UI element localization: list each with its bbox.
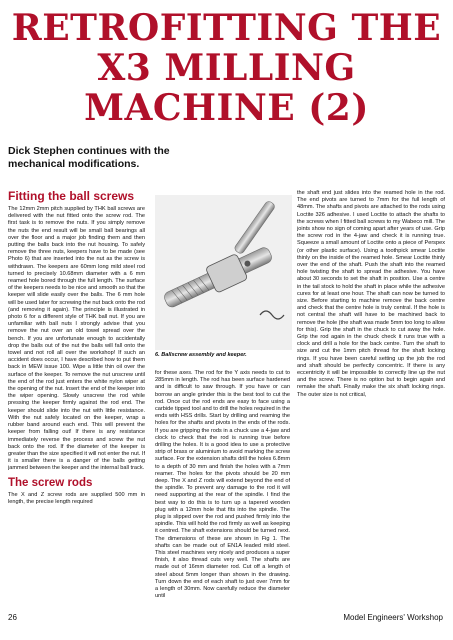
column-2 — [155, 370, 290, 605]
column-3-paragraph: the shaft end just slides into the reamed hole in the rod. The end pivots are turned to 7mm for the full length of 48mm. The shafts and pivots are attached to the rods using Loctite 326 adhesive. I used Loctite to attach the shafts to the screws when I fitted ball screws to my Wabeco mill. The joints show no sign of coming apart after years of use. Grip the screw rod in the 4-jaw and check it is running true. Squeeze a small amount of Loctite onto a piece of Perspex (or other plastic surface). Using a toothpick smear Loctite thinly on the inside of the reamed hole. Smear Loctite thinly over the end of the shaft. Push the shaft into the reamed hole twisting the shaft to spread the adhesive. You have about 30 seconds to set the shaft in position. Use a centre in the tail stock to hold the shaft in place while the adhesive cures for at least one hour. The shaft can now be turned to size. Before starting to machine remove the back centre and check that the centre hole is truly central. If the hole is not central the shaft will have to be machined back to remove the hole (the shaft was made 5mm too long to allow for this). Grip the shaft in the chuck to cut away the hole. Grip the rod again in the chuck check it runs true with a clock and drill a hole for the back centre. Turn the shaft to size and cut the 1mm pitch thread for the shaft locking rings. If you have been careful setting up the job the rod and shaft should be perfectly concentric. If there is any eccentricity it will be impossible to correctly line up the nut and the screw. There is no option but to begin again and remake the shaft. Finally make the six shaft locking rings. The outer size is not critical, — [297, 190, 445, 398]
title-line-2: X3 MILLING — [97, 47, 356, 89]
article-title — [0, 8, 453, 128]
title-line-1: RETROFITTING THE — [11, 7, 442, 49]
ballscrew-photo-image — [155, 195, 292, 350]
ballscrew-photo — [155, 195, 292, 350]
column-1 — [8, 190, 145, 605]
photo-caption: 6. Ballscrew assembly and keeper. — [155, 352, 247, 358]
column-3 — [297, 190, 445, 605]
section-heading-screw-rods: The screw rods — [8, 476, 93, 489]
column-2-paragraph: for these axes. The rod for the Y axis needs to cut to 285mm in length. The rod has been surface hardened and is difficult to saw through. If you have or can borrow an angle grinder this is the best tool to cut the rod. Once cut the rod ends are easy to face using a carbide tipped tool and to drill the holes required in the ends with HSS drills. Start by drilling and reaming the holes for the shafts and pivots in the ends of the rods. If you are gripping the rods in a chuck use a 4-jaw and clock to check that the rod is running true before drilling the holes. It is a good idea to use a protective strip of brass or aluminium to avoid marking the screw surface. For the extension shafts drill the holes 6.8mm to a depth of 30 mm and finish the holes with a 7mm reamer. The holes for the pivots should be 20 mm deep. The X and Z rods will extend beyond the end of the spindle. To prevent any damage to the rod it will need supporting at the rear of the spindle. I find the best way to do this is to turn up a tapered wooden plug with a 12mm hole that fits into the spindle. The plug is slipped over the rod and pushed firmly into the spindle. This will hold the rod firmly as well as keeping it centred. The shaft extensions should be turned next. The dimensions of these are shown in Fig 1. The shafts can be made out of EN1A leaded mild steel. This steel machines very nicely and produces a super finish, it also thread cuts very well. The shafts are made out of 16mm diameter rod. Cut off a length of steel about 5mm longer than shown in the drawing. Turn down the end of each shaft to just over 7mm for a length of 30mm. Now carefully reduce the diameter until — [155, 370, 290, 600]
column-1-paragraph-2: The X and Z screw rods are supplied 500 mm in length, the precise length required — [8, 492, 145, 506]
page-number: 26 — [8, 613, 17, 622]
section-heading-ballscrews: Fitting the ball screws — [8, 190, 135, 203]
magazine-name: Model Engineers' Workshop — [343, 613, 443, 622]
column-1-paragraph: The 12mm 2mm pitch supplied by THK ball screws are delivered with the nut fitted onto the screw rod. The first task is to remove the nuts. If you simply remove the nuts the end result will be small ball bearings all over the floor and a major job finding them and then putting the balls back into the nut housing. To safely remove the three nuts, keepers have to be made (see Photo 6) that are inserted into the nut as the screw is withdrawn. The keepers are 60mm long mild steel rod turned to precisely 10.68mm diameter with a 6 mm reamed hole bored through the full length. The surface of the keepers needs to be nice and smooth so that the keeper will slide easily over the balls. The 6 mm hole will be used later for screwing the nut back onto the rod (and removing it again). The principle is illustrated in photo 6 for a different style of THK ball nut. If you are unfamiliar with ball nuts I strongly advise that you remove the nut over an old towel spread over the bench. If you are unfortunate enough to accidentally drop the balls out of the nut the balls will fall onto the towel and not roll all over the workshop! If such an accident does occur, I have described how to put them back in MEW issue 100. Wipe a little thin oil over the surface of the keeper. To remove the nut unscrew until the end of the rod just enters the white nylon wiper at the opening of the nut. Insert the end of the keeper into the wiper opening. Slowly unscrew the rod while pressing the keeper firmly against the rod end. The keeper should slide into the nut with little resistance. With the nut safely located on the keeper, wrap a rubber band around each end. This will prevent the keeper from falling out! If there is any resistance immediately reverse the process and screw the nut back onto the rod. If the diameter of the keeper is greater than the size specified it will not enter the nut. If it is smaller there is a danger of the balls getting jammed between the keeper and the internal ball track. — [8, 206, 145, 472]
standfirst: Dick Stephen continues with the mechanical modifications. — [8, 145, 170, 170]
title-line-3: MACHINE (2) — [84, 87, 369, 129]
